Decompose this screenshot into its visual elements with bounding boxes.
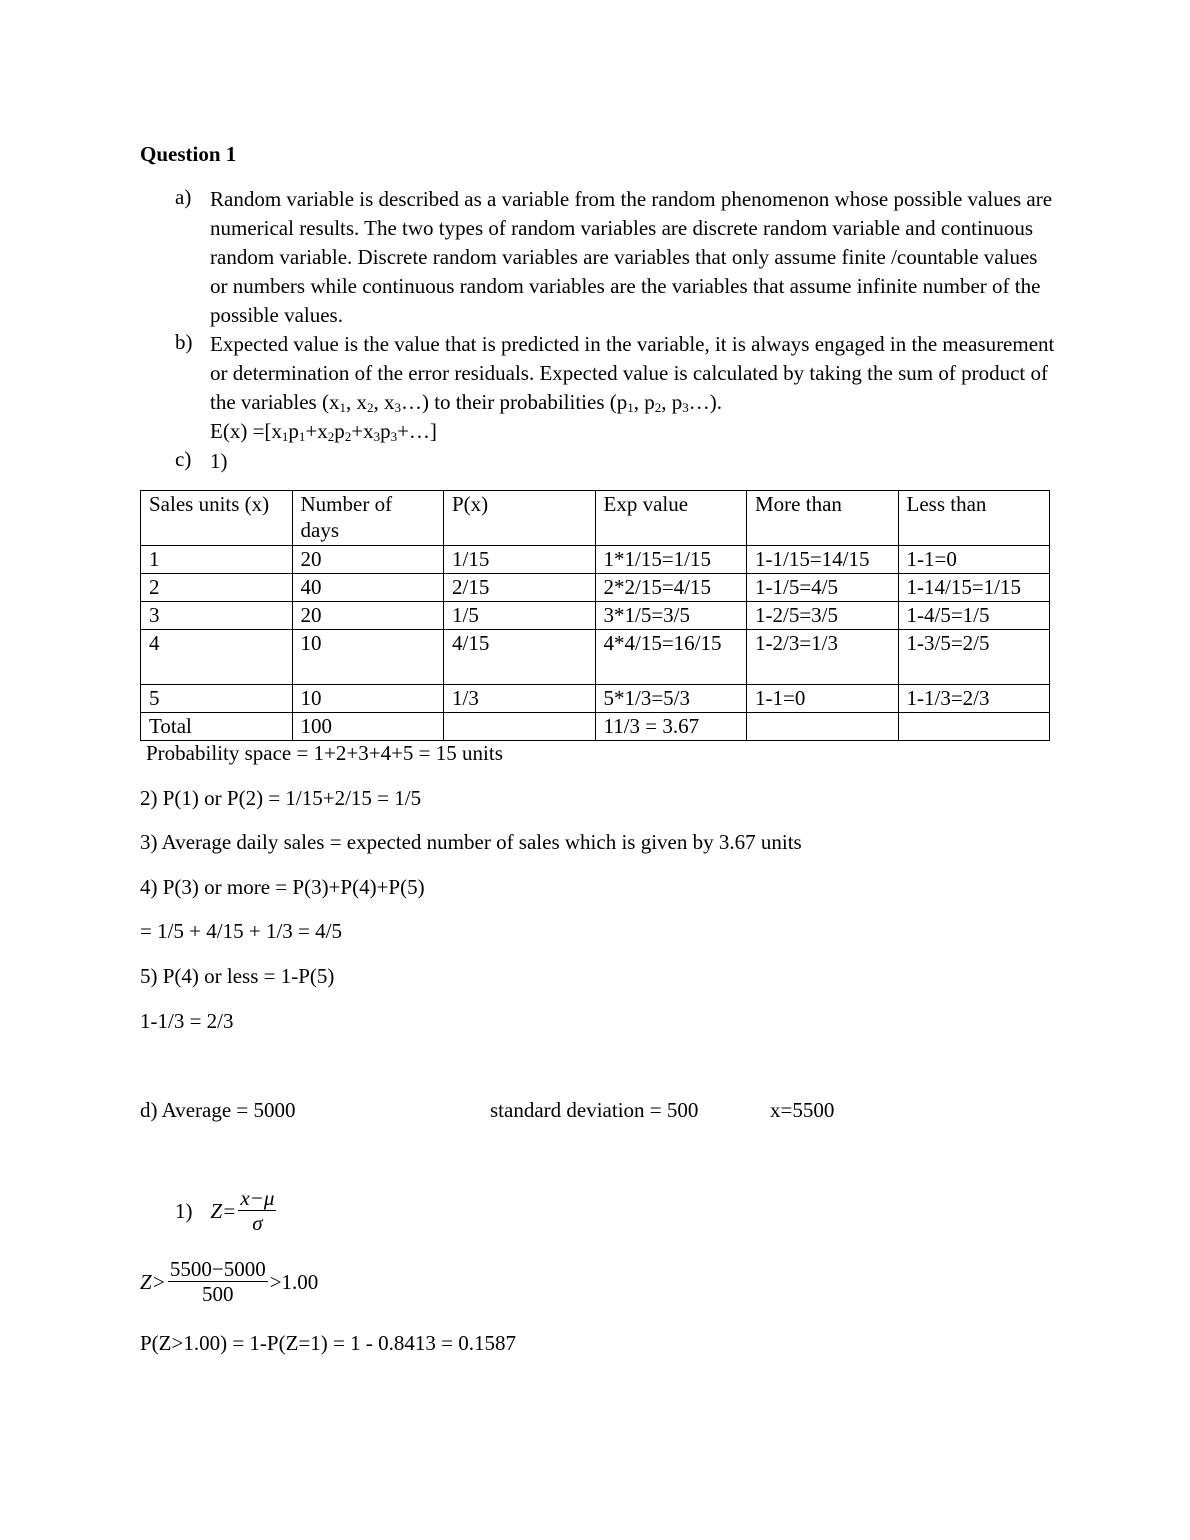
answer-3-line: 3) Average daily sales = expected number of sales which is given by 3.67 units — [140, 830, 802, 854]
part-c-text: 1) — [210, 449, 228, 473]
table-cell: 1-14/15=1/15 — [898, 574, 1050, 602]
table-cell: 1-4/5=1/5 — [898, 602, 1050, 630]
table-cell: 20 — [292, 602, 444, 630]
table-cell: 4/15 — [444, 630, 596, 685]
table-cell: 1/15 — [444, 546, 596, 574]
table-cell: Total — [141, 713, 293, 741]
answer-5-result: 1-1/3 = 2/3 — [140, 1009, 234, 1033]
probability-space-line: Probability space = 1+2+3+4+5 = 15 units — [146, 741, 503, 765]
table-cell — [898, 713, 1050, 741]
table-cell: 20 — [292, 546, 444, 574]
header-less-than: Less than — [898, 491, 1050, 546]
table-row — [141, 630, 1050, 685]
table-cell: 1/3 — [444, 685, 596, 713]
table-cell: 1-3/5=2/5 — [898, 630, 1050, 685]
table-cell: 2/15 — [444, 574, 596, 602]
expected-value-formula: $E(x) =[x_1p_1+x_2p_2+x_3p_3+\dots]$ — [210, 419, 437, 444]
table-cell: 5*1/3=5/3 — [595, 685, 747, 713]
answer-5-line: 5) P(4) or less = 1-P(5) — [140, 964, 335, 988]
table-cell: 1-1/3=2/3 — [898, 685, 1050, 713]
table-row — [141, 602, 1050, 630]
d1-marker: 1) — [175, 1198, 193, 1223]
z-formula-numerator: x−μ — [240, 1186, 275, 1210]
table-total-row — [141, 713, 1050, 741]
table-cell: 4 — [141, 630, 293, 685]
part-b-body: Expected value is the value that is predicted in the variable, it is always engaged in the measurement or determination of the error residuals. Expected value is calculated by taking the sum of product of the variables (x — [210, 332, 1055, 414]
question-heading: Question 1 — [140, 142, 237, 166]
table-cell: 1 — [141, 546, 293, 574]
table-cell — [444, 713, 596, 741]
z-calc-rhs: >1.00 — [269, 1269, 319, 1294]
table-cell: 1-1=0 — [747, 685, 899, 713]
table-cell: 1/5 — [444, 602, 596, 630]
table-cell: 1-2/5=3/5 — [747, 602, 899, 630]
probability-result-line: P(Z>1.00) = 1-P(Z=1) = 1 - 0.8413 = 0.1587 — [140, 1331, 516, 1355]
part-b-text: Expected value is the value that is predicted in the variable, it is always engaged in the measurement or determination of the error residuals. Expected value is calculated by taking the sum of product of the variables ($x_1$, $x_2$, $x_3\dots$) to their probabilities ($p_1$, $p_2$, $p_3\dots$). $E(x) =[x_1p_1+x_2p_2+x_3p_3+\dots]$ — [210, 332, 1055, 444]
z-formula-lhs: Z= — [210, 1198, 237, 1223]
part-a-marker: a) — [175, 185, 192, 209]
table-cell: 11/3 = 3.67 — [595, 713, 747, 741]
header-more-than: More than — [747, 491, 899, 546]
z-calc-lhs: Z> — [140, 1269, 166, 1294]
answer-4-line: 4) P(3) or more = P(3)+P(4)+P(5) — [140, 875, 425, 899]
answer-2-line: 2) P(1) or P(2) = 1/15+2/15 = 1/5 — [140, 786, 422, 810]
z-calculation-line — [140, 1257, 318, 1306]
table-row — [141, 574, 1050, 602]
part-c-marker: c) — [175, 447, 192, 471]
table-cell: 40 — [292, 574, 444, 602]
header-sales-units: Sales units (x) — [141, 491, 293, 546]
table-row — [141, 685, 1050, 713]
table-cell: 100 — [292, 713, 444, 741]
header-number-of-days: Number of days — [292, 491, 444, 546]
table-cell: 1-2/3=1/3 — [747, 630, 899, 685]
table-cell: 10 — [292, 685, 444, 713]
z-formula-line — [175, 1186, 278, 1235]
table-cell: 2*2/15=4/15 — [595, 574, 747, 602]
table-cell: 2 — [141, 574, 293, 602]
z-calc-fraction — [168, 1257, 268, 1306]
table-cell: 3*1/5=3/5 — [595, 602, 747, 630]
sales-probability-table — [140, 490, 1050, 741]
table-row — [141, 546, 1050, 574]
answer-4-result: = 1/5 + 4/15 + 1/3 = 4/5 — [140, 919, 342, 943]
part-d-standard-deviation: standard deviation = 500 — [490, 1098, 699, 1122]
table-cell: 3 — [141, 602, 293, 630]
part-b-marker: b) — [175, 330, 193, 354]
table-cell: 1-1/15=14/15 — [747, 546, 899, 574]
part-a-text: Random variable is described as a variable from the random phenomenon whose possible values are numerical results. The two types of random variables are discrete random variable and continuous random variable. Discrete random variables are variables that only assume finite /countable values or numbers while continuous random variables are the variables that assume infinite number of the possible values. — [210, 187, 1053, 327]
z-calc-numerator: 5500−5000 — [169, 1257, 266, 1281]
header-exp-value: Exp value — [595, 491, 747, 546]
table-cell: 10 — [292, 630, 444, 685]
table-cell: 5 — [141, 685, 293, 713]
table-cell: 1-1/5=4/5 — [747, 574, 899, 602]
header-px: P(x) — [444, 491, 596, 546]
z-calc-denominator: 500 — [202, 1282, 234, 1306]
table-header-row — [141, 491, 1050, 546]
table-cell: 4*4/15=16/15 — [595, 630, 747, 685]
table-cell — [747, 713, 899, 741]
z-formula-fraction — [238, 1186, 276, 1235]
table-cell: 1*1/15=1/15 — [595, 546, 747, 574]
z-formula-denominator: σ — [252, 1211, 263, 1235]
part-d-x-value: x=5500 — [770, 1098, 835, 1122]
part-d-average: d) Average = 5000 — [140, 1098, 296, 1122]
table-cell: 1-1=0 — [898, 546, 1050, 574]
